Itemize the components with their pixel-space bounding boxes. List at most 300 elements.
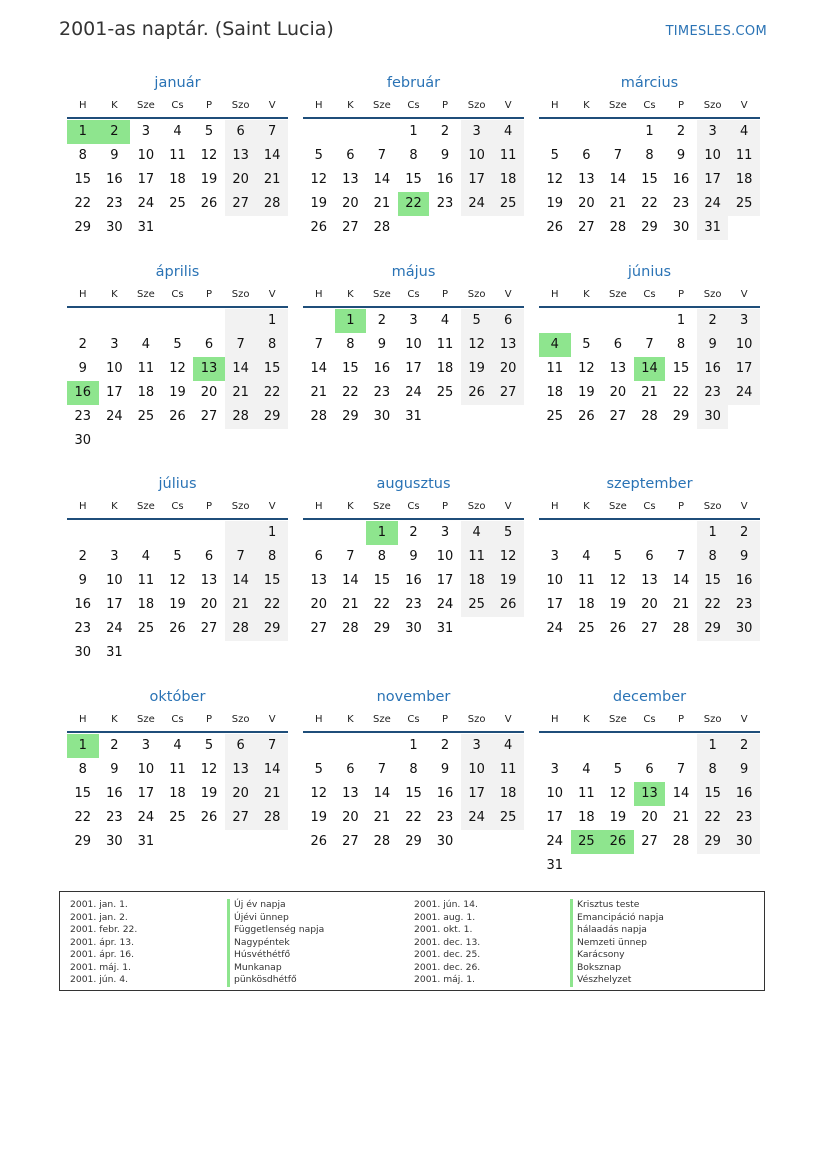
day-cell: 18	[169, 786, 186, 801]
empty-cell	[303, 309, 335, 333]
weekday-label: Cs	[407, 501, 420, 512]
day-cell: 23	[672, 196, 690, 211]
empty-cell	[602, 120, 634, 144]
weekday-label: V	[268, 501, 276, 512]
day-cell: 11	[169, 148, 186, 163]
day-cell: 12	[546, 172, 564, 187]
weekday-label: H	[315, 714, 323, 725]
day-cell: 22	[641, 196, 658, 211]
day-cell: 3	[409, 313, 418, 328]
empty-cell	[571, 734, 603, 758]
weekday-label: Cs	[643, 289, 656, 300]
day-cell: 7	[676, 762, 686, 777]
day-cell: 17	[461, 782, 493, 806]
day-cell: 20	[641, 597, 658, 612]
day-cell: 17	[546, 810, 564, 825]
weekday-label: Cs	[171, 714, 184, 725]
day-cell: 3	[110, 549, 119, 564]
day-cell: 25	[436, 385, 454, 400]
weekday-label: Szo	[467, 100, 486, 111]
empty-cell	[539, 734, 571, 758]
day-cell: 25	[169, 810, 186, 825]
day-cell: 27	[342, 220, 359, 235]
day-cell: 1	[256, 309, 288, 333]
day-cell: 22	[74, 196, 92, 211]
weekday-label: V	[268, 289, 276, 300]
day-cell: 16	[436, 172, 454, 187]
weekday-label: P	[206, 501, 213, 512]
day-cell: 19	[546, 196, 564, 211]
holiday-day-cell: 4	[539, 333, 571, 357]
day-cell: 23	[74, 409, 92, 424]
weekday-label: Sze	[373, 714, 391, 725]
day-cell: 6	[582, 148, 591, 163]
day-cell: 19	[461, 357, 493, 381]
day-cell: 22	[256, 593, 288, 617]
day-cell: 25	[137, 621, 155, 636]
day-cell: 1	[409, 738, 418, 753]
holiday-day-cell: 1	[67, 734, 99, 758]
day-cell: 8	[409, 762, 418, 777]
day-cell: 30	[697, 405, 729, 429]
legend-date: 2001. jún. 4.	[70, 974, 129, 985]
day-cell: 6	[225, 734, 257, 758]
legend-date: 2001. ápr. 13.	[70, 936, 135, 948]
empty-cell	[303, 521, 335, 545]
weekday-label: K	[111, 714, 118, 725]
day-cell: 23	[728, 593, 760, 617]
weekday-label: Szo	[231, 714, 250, 725]
weekday-label: Sze	[137, 501, 155, 512]
day-cell: 14	[609, 172, 627, 187]
weekday-header	[67, 283, 288, 308]
day-cell: 9	[728, 545, 760, 569]
day-cell: 27	[310, 621, 328, 636]
day-cell: 12	[310, 786, 328, 801]
legend-holiday-name: Új év napja	[227, 899, 324, 912]
empty-cell	[571, 521, 603, 545]
weekday-label: Szo	[703, 100, 722, 111]
day-cell: 16	[106, 172, 123, 187]
weekday-label: P	[206, 289, 213, 300]
day-cell: 24	[436, 597, 454, 612]
month-november	[303, 686, 524, 854]
month-name: december	[612, 689, 687, 705]
day-cell: 28	[672, 834, 690, 849]
day-cell: 26	[546, 220, 564, 235]
empty-cell	[335, 120, 367, 144]
empty-cell	[67, 521, 99, 545]
day-cell: 20	[609, 385, 627, 400]
day-cell: 6	[645, 549, 654, 564]
day-cell: 28	[310, 409, 328, 424]
legend-holiday-name: Munkanap	[227, 962, 324, 975]
day-cell: 16	[373, 361, 391, 376]
weekday-label: Sze	[609, 100, 627, 111]
day-cell: 5	[314, 148, 323, 163]
day-cell: 19	[169, 385, 186, 400]
day-cell: 19	[200, 786, 218, 801]
day-cell: 2	[728, 521, 760, 545]
day-cell: 16	[728, 569, 760, 593]
legend-date: 2001. jan. 1.	[70, 899, 128, 910]
day-cell: 21	[672, 597, 690, 612]
day-cell: 25	[137, 409, 155, 424]
holiday-day-cell: 26	[602, 830, 634, 854]
day-cell: 12	[169, 361, 186, 376]
day-cell: 18	[578, 597, 595, 612]
day-cell: 5	[173, 337, 182, 352]
day-cell: 16	[405, 573, 422, 588]
day-cell: 27	[609, 409, 627, 424]
day-cell: 15	[641, 172, 658, 187]
legend-holiday-name: Vészhelyzet	[570, 974, 664, 987]
weekday-header	[303, 495, 524, 520]
weekday-label: Szo	[467, 501, 486, 512]
day-cell: 7	[314, 337, 323, 352]
day-cell: 13	[641, 573, 658, 588]
month-name: január	[154, 75, 201, 91]
empty-cell	[539, 309, 571, 333]
month-október	[67, 686, 288, 854]
day-cell: 13	[200, 573, 218, 588]
holiday-day-cell: 25	[571, 830, 603, 854]
day-cell: 26	[310, 834, 328, 849]
day-cell: 13	[342, 786, 359, 801]
day-cell: 31	[546, 858, 564, 873]
legend-holiday-name: Újévi ünnep	[227, 912, 324, 925]
day-cell: 25	[492, 806, 524, 830]
day-cell: 6	[346, 762, 355, 777]
day-cell: 24	[461, 192, 493, 216]
weekday-label: P	[442, 714, 449, 725]
day-cell: 3	[141, 738, 151, 753]
month-name: március	[620, 75, 679, 91]
holiday-day-cell: 1	[366, 521, 398, 545]
day-cell: 24	[137, 196, 155, 211]
day-cell: 23	[697, 381, 729, 405]
day-cell: 30	[672, 220, 690, 235]
empty-cell	[225, 309, 257, 333]
day-cell: 30	[106, 834, 123, 849]
day-cell: 10	[461, 758, 493, 782]
weekday-label: K	[347, 289, 354, 300]
day-cell: 28	[342, 621, 359, 636]
day-cell: 3	[110, 337, 119, 352]
day-cell: 17	[728, 357, 760, 381]
day-cell: 26	[169, 621, 186, 636]
day-grid	[67, 734, 288, 854]
day-cell: 14	[672, 573, 690, 588]
day-grid	[539, 734, 760, 878]
day-cell: 20	[200, 385, 218, 400]
day-cell: 14	[672, 786, 690, 801]
weekday-label: Sze	[373, 501, 391, 512]
day-cell: 26	[200, 196, 218, 211]
page-title: 2001-as naptár. (Saint Lucia)	[59, 18, 334, 40]
day-cell: 21	[672, 810, 690, 825]
day-cell: 3	[461, 734, 493, 758]
day-cell: 11	[492, 144, 524, 168]
weekday-label: P	[206, 100, 213, 111]
day-cell: 7	[256, 120, 288, 144]
day-cell: 8	[256, 545, 288, 569]
day-cell: 24	[137, 810, 155, 825]
day-cell: 29	[74, 220, 92, 235]
month-name: szeptember	[606, 476, 693, 492]
weekday-label: K	[111, 289, 118, 300]
weekday-label: V	[504, 501, 512, 512]
weekday-label: K	[111, 100, 118, 111]
legend-date: 2001. jún. 14.	[414, 899, 478, 910]
day-cell: 8	[256, 333, 288, 357]
day-cell: 4	[492, 734, 524, 758]
month-április	[67, 261, 288, 453]
day-cell: 9	[440, 762, 450, 777]
day-cell: 27	[200, 621, 218, 636]
day-cell: 24	[461, 806, 493, 830]
weekday-label: Sze	[609, 289, 627, 300]
day-cell: 19	[578, 385, 595, 400]
holiday-day-cell: 22	[398, 192, 430, 216]
day-cell: 8	[697, 545, 729, 569]
legend-date: 2001. jan. 2.	[70, 911, 128, 923]
day-cell: 19	[492, 569, 524, 593]
day-cell: 14	[225, 357, 257, 381]
day-cell: 9	[377, 337, 387, 352]
day-cell: 22	[342, 385, 359, 400]
weekday-label: Szo	[231, 501, 250, 512]
day-cell: 11	[461, 545, 493, 569]
day-cell: 9	[110, 762, 119, 777]
day-cell: 4	[728, 120, 760, 144]
day-cell: 23	[436, 196, 454, 211]
day-cell: 14	[256, 758, 288, 782]
empty-cell	[665, 734, 697, 758]
day-cell: 9	[78, 361, 87, 376]
month-február	[303, 72, 524, 240]
day-cell: 10	[728, 333, 760, 357]
day-cell: 4	[141, 549, 151, 564]
day-cell: 4	[461, 521, 493, 545]
weekday-label: Sze	[609, 714, 627, 725]
day-cell: 7	[256, 734, 288, 758]
day-cell: 8	[78, 762, 87, 777]
day-cell: 8	[697, 758, 729, 782]
weekday-label: H	[79, 714, 87, 725]
day-grid	[67, 120, 288, 240]
month-name: augusztus	[376, 476, 451, 492]
day-cell: 2	[676, 124, 686, 139]
weekday-label: Sze	[137, 289, 155, 300]
day-cell: 8	[409, 148, 418, 163]
day-cell: 6	[314, 549, 323, 564]
holiday-day-cell: 1	[67, 120, 99, 144]
day-cell: 12	[169, 573, 186, 588]
weekday-label: H	[79, 501, 87, 512]
brand-link[interactable]: TIMESLES.COM	[665, 24, 767, 39]
day-cell: 26	[310, 220, 328, 235]
weekday-label: Szo	[703, 501, 722, 512]
day-cell: 6	[346, 148, 355, 163]
day-grid	[303, 521, 524, 641]
day-grid	[303, 309, 524, 429]
day-cell: 30	[74, 645, 92, 660]
day-cell: 27	[225, 806, 257, 830]
day-cell: 26	[169, 409, 186, 424]
legend-date: 2001. ápr. 16.	[70, 949, 135, 960]
holiday-legend	[59, 891, 765, 991]
day-cell: 13	[342, 172, 359, 187]
day-cell: 19	[169, 597, 186, 612]
day-cell: 20	[342, 810, 359, 825]
day-cell: 10	[137, 762, 155, 777]
day-cell: 27	[492, 381, 524, 405]
day-cell: 12	[492, 545, 524, 569]
day-cell: 14	[342, 573, 359, 588]
day-cell: 3	[550, 549, 559, 564]
day-cell: 27	[641, 621, 658, 636]
legend-date: 2001. máj. 1.	[414, 974, 475, 985]
day-cell: 21	[310, 385, 328, 400]
day-cell: 26	[200, 810, 218, 825]
day-cell: 22	[74, 810, 92, 825]
weekday-label: Szo	[703, 289, 722, 300]
month-augusztus	[303, 473, 524, 641]
day-cell: 4	[582, 762, 591, 777]
day-cell: 21	[641, 385, 658, 400]
legend-date: 2001. dec. 25.	[414, 949, 481, 960]
day-cell: 6	[225, 120, 257, 144]
day-cell: 11	[578, 786, 595, 801]
day-cell: 26	[578, 409, 595, 424]
day-cell: 10	[405, 337, 422, 352]
empty-cell	[634, 521, 666, 545]
day-cell: 17	[697, 168, 729, 192]
weekday-label: V	[268, 100, 276, 111]
day-cell: 29	[672, 409, 690, 424]
day-cell: 20	[641, 810, 658, 825]
weekday-label: Szo	[467, 714, 486, 725]
weekday-header	[303, 708, 524, 733]
day-cell: 2	[78, 549, 87, 564]
weekday-label: K	[583, 100, 590, 111]
legend-names-col-2	[570, 899, 664, 987]
day-cell: 31	[106, 645, 123, 660]
day-cell: 6	[204, 337, 214, 352]
weekday-label: H	[315, 289, 323, 300]
weekday-label: V	[504, 100, 512, 111]
month-name: október	[149, 689, 206, 705]
day-cell: 6	[613, 337, 623, 352]
legend-holiday-name: Boksznap	[570, 962, 664, 975]
month-július	[67, 473, 288, 665]
day-cell: 11	[436, 337, 454, 352]
day-cell: 31	[405, 409, 422, 424]
day-cell: 27	[200, 409, 218, 424]
day-cell: 18	[546, 385, 564, 400]
day-grid	[539, 521, 760, 641]
day-cell: 24	[697, 192, 729, 216]
day-cell: 10	[106, 361, 123, 376]
weekday-header	[303, 94, 524, 119]
weekday-label: Cs	[643, 501, 656, 512]
day-cell: 9	[78, 573, 87, 588]
weekday-header	[539, 495, 760, 520]
day-cell: 17	[137, 786, 155, 801]
day-cell: 21	[373, 196, 391, 211]
weekday-label: P	[678, 289, 685, 300]
empty-cell	[634, 734, 666, 758]
weekday-label: Cs	[407, 100, 420, 111]
weekday-label: Cs	[171, 501, 184, 512]
weekday-label: K	[347, 501, 354, 512]
day-cell: 14	[373, 172, 391, 187]
empty-cell	[99, 309, 131, 333]
day-cell: 3	[461, 120, 493, 144]
day-cell: 24	[106, 409, 123, 424]
day-cell: 8	[346, 337, 355, 352]
day-cell: 12	[200, 762, 218, 777]
holiday-day-cell: 2	[99, 120, 131, 144]
day-cell: 5	[550, 148, 559, 163]
weekday-header	[539, 708, 760, 733]
day-cell: 18	[169, 172, 186, 187]
day-cell: 1	[256, 521, 288, 545]
empty-cell	[335, 734, 367, 758]
empty-cell	[602, 309, 634, 333]
day-cell: 30	[436, 834, 454, 849]
weekday-label: Szo	[231, 289, 250, 300]
day-cell: 29	[74, 834, 92, 849]
day-cell: 15	[697, 782, 729, 806]
day-cell: 3	[141, 124, 151, 139]
day-cell: 25	[546, 409, 564, 424]
holiday-day-cell: 16	[67, 381, 99, 405]
day-cell: 29	[641, 220, 658, 235]
day-cell: 8	[78, 148, 87, 163]
day-cell: 21	[342, 597, 359, 612]
day-cell: 30	[106, 220, 123, 235]
day-cell: 29	[697, 830, 729, 854]
day-cell: 21	[373, 810, 391, 825]
holiday-day-cell: 13	[193, 357, 225, 381]
day-cell: 25	[169, 196, 186, 211]
day-cell: 11	[546, 361, 564, 376]
day-cell: 7	[225, 333, 257, 357]
day-cell: 9	[110, 148, 119, 163]
day-grid	[303, 734, 524, 854]
day-cell: 20	[225, 782, 257, 806]
day-grid	[303, 120, 524, 240]
day-cell: 10	[546, 573, 564, 588]
legend-date: 2001. aug. 1.	[414, 911, 476, 923]
month-március	[539, 72, 760, 240]
day-cell: 27	[225, 192, 257, 216]
day-cell: 17	[436, 573, 454, 588]
weekday-header	[303, 283, 524, 308]
day-cell: 28	[256, 192, 288, 216]
day-cell: 10	[461, 144, 493, 168]
weekday-label: P	[206, 714, 213, 725]
day-cell: 21	[225, 593, 257, 617]
day-cell: 10	[106, 573, 123, 588]
weekday-label: H	[551, 714, 559, 725]
weekday-label: Cs	[643, 100, 656, 111]
day-cell: 19	[310, 196, 328, 211]
day-cell: 18	[137, 385, 155, 400]
weekday-label: Cs	[171, 100, 184, 111]
